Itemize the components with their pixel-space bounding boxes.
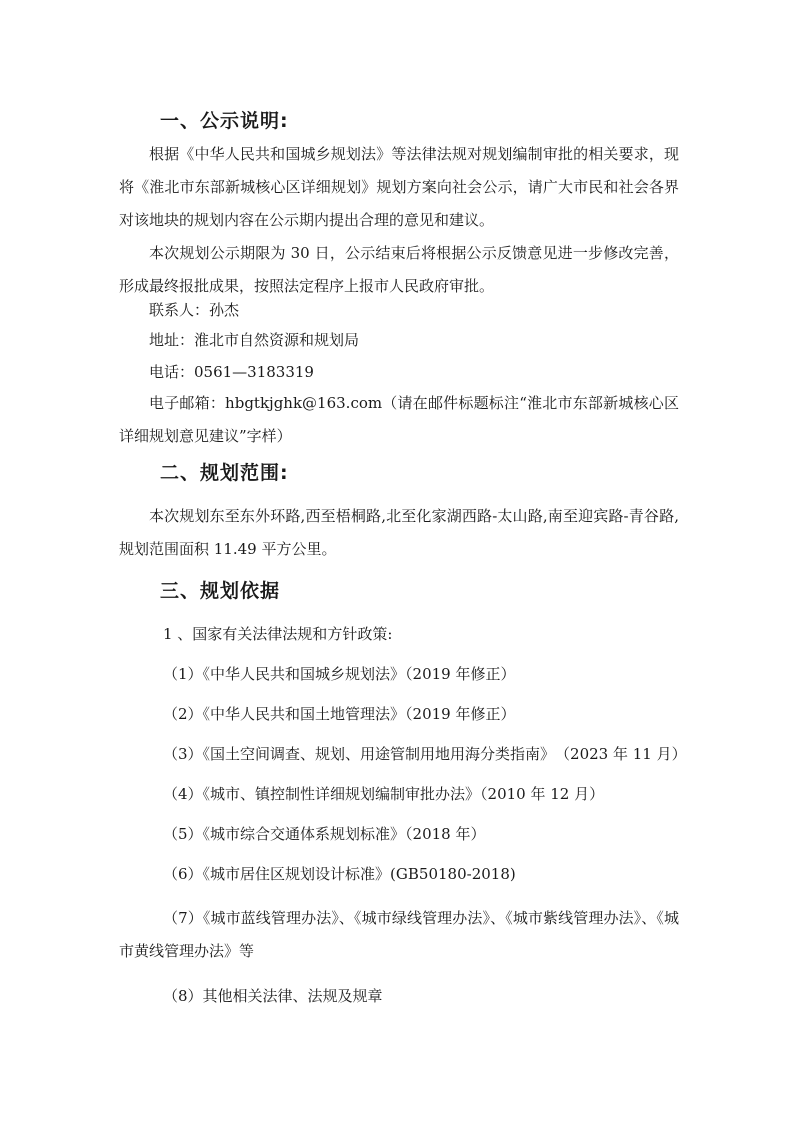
contact-email: 电子邮箱：hbgtkjghk@163.com（请在邮件标题标注“淮北市东部新城核心区详细规划意见建议”字样） (119, 394, 679, 445)
notice-paragraph-2: 本次规划公示期限为 30 日，公示结束后将根据公示反馈意见进一步修改完善，形成最终报批成果，按照法定程序上报市人民政府审批。 (119, 244, 679, 295)
basis-subheading: 1 、国家有关法律法规和方针政策: (163, 625, 393, 643)
contact-address: 地址：淮北市自然资源和规划局 (149, 331, 360, 349)
basis-item: （4）《城市、镇控制性详细规划编制审批办法》（2010 年 12 月） (163, 785, 605, 803)
basis-item: （2）《中华人民共和国土地管理法》（2019 年修正） (163, 705, 516, 723)
basis-item: （6）《城市居住区规划设计标准》(GB50180-2018) (163, 865, 516, 883)
basis-item: （7）《城市蓝线管理办法》、《城市绿线管理办法》、《城市紫线管理办法》、《城市黄线管理办法》等 (119, 909, 679, 960)
scope-paragraph: 本次规划东至东外环路,西至梧桐路,北至化家湖西路-太山路,南至迎宾路-青谷路,规划范围面积 11.49 平方公里。 (119, 507, 679, 558)
basis-item: （3）《国土空间调查、规划、用途管制用地用海分类指南》 （2023 年 11 月） (163, 745, 687, 763)
section-heading-notice: 一、公示说明: (160, 110, 289, 132)
section-heading-scope: 二、规划范围: (160, 462, 289, 484)
contact-person: 联系人：孙杰 (149, 301, 240, 319)
basis-item: （8）其他相关法律、法规及规章 (163, 987, 383, 1005)
basis-item: （5）《城市综合交通体系规划标准》（2018 年） (163, 825, 486, 843)
notice-paragraph-1: 根据《中华人民共和国城乡规划法》等法律法规对规划编制审批的相关要求，现将《淮北市东部新城核心区详细规划》规划方案向社会公示，请广大市民和社会各界对该地块的规划内容在公示期内提出合理的意见和建议。 (119, 145, 679, 229)
basis-item: （1）《中华人民共和国城乡规划法》（2019 年修正） (163, 665, 516, 683)
contact-phone: 电话：0561—3183319 (149, 363, 314, 381)
section-heading-basis: 三、规划依据 (160, 580, 281, 602)
